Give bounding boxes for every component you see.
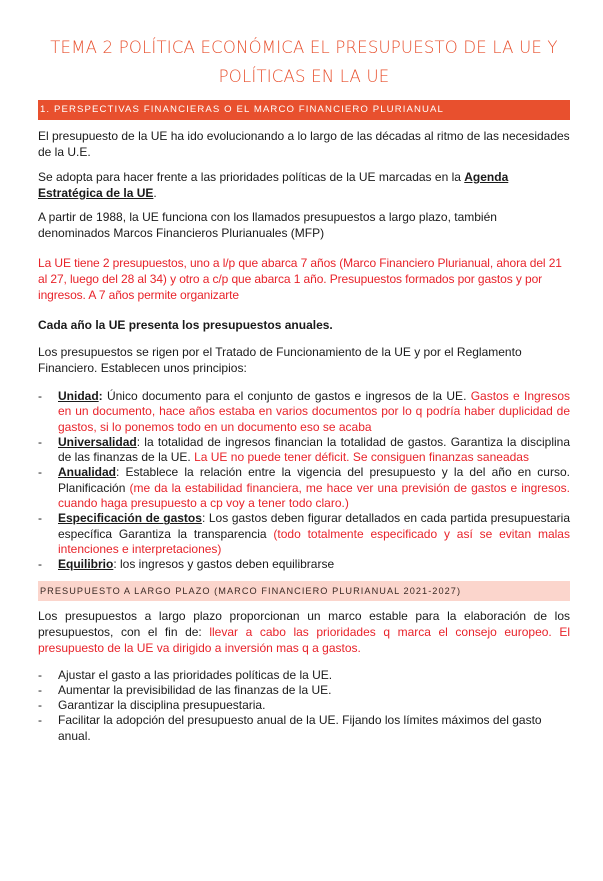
paragraph-agenda-end: .	[153, 186, 157, 200]
section-heading-mfp: 1. PERSPECTIVAS FINANCIERAS O EL MARCO FINANCIERO PLURIANUAL	[38, 100, 570, 120]
section-heading-long-term-budget: PRESUPUESTO A LARGO PLAZO (MARCO FINANCIERO PLURIANUAL 2021-2027)	[38, 581, 570, 601]
principle-term: Anualidad	[58, 465, 117, 480]
list-item	[38, 557, 570, 572]
principle-text: : Establece la relación entre la vigencia del presupuesto y la del año en curso. Planificación	[58, 465, 570, 495]
principle-note: Gastos e Ingresos en un documento, hace años estaba en varios documentos por lo q podría haber duplicidad de gastos, si lo ponemos todo en un documento eso se acaba	[58, 389, 571, 434]
principle-term: Especificación de gastos	[58, 511, 202, 526]
principle-colon: :	[98, 389, 103, 403]
principle-note: La UE no puede tener déficit. Se consiguen finanzas saneadas	[194, 450, 529, 465]
principle-term: Equilibrio	[58, 557, 114, 572]
principle-text: : los ingresos y gastos deben equilibrarse	[113, 557, 335, 572]
objectives-list	[38, 668, 570, 744]
principle-note: (todo totalmente especificado y así se evitan malas intenciones e interpretaciones)	[58, 526, 570, 556]
paragraph-long-term-note: llevar a cabo las prioridades q marca el consejo europeo. El presupuesto de la UE va dirigido a inversión mas q a gastos.	[38, 624, 570, 655]
list-item	[38, 465, 570, 511]
list-item: - Ajustar el gasto a las prioridades políticas de la UE.	[38, 668, 570, 683]
paragraph-agenda-text: Se adopta para hacer frente a las prioridades políticas de la UE marcadas en la	[38, 170, 465, 184]
principle-text: : la totalidad de ingresos financian la totalidad de gastos. Garantiza la disciplina de las finanzas de la UE.	[58, 434, 570, 465]
list-item	[38, 389, 570, 435]
list-item	[38, 435, 570, 466]
paragraph-long-term-text: Los presupuestos a largo plazo proporcionan un marco estable para la elaboración de los presupuestos, con el fin de:	[38, 608, 570, 639]
paragraph-agenda	[38, 169, 570, 201]
principle-text: Único documento para el conjunto de gastos e ingresos de la UE.	[102, 389, 471, 403]
list-item: - Facilitar la adopción del presupuesto anual de la UE. Fijando los límites máximos del gasto anual.	[38, 713, 570, 744]
principles-list	[38, 389, 570, 573]
list-item: - Garantizar la disciplina presupuestaria.	[38, 698, 570, 713]
paragraph-annual-budgets: Cada año la UE presenta los presupuestos anuales.	[38, 318, 333, 332]
paragraph-regulation: Los presupuestos se rigen por el Tratado de Funcionamiento de la UE y por el Reglamento Financiero. Establecen unos principios:	[38, 345, 522, 375]
principle-term: Unidad	[58, 389, 99, 403]
paragraph-1988: A partir de 1988, la UE funciona con los llamados presupuestos a largo plazo, también denominados Marcos Financieros Plurianuales (MFP)	[38, 210, 497, 240]
paragraph-evolution: El presupuesto de la UE ha ido evolucionando a lo largo de las décadas al ritmo de las necesidades de la U.E.	[38, 129, 570, 159]
list-item	[38, 511, 570, 557]
list-item: - Aumentar la previsibilidad de las finanzas de la UE.	[38, 683, 570, 698]
agenda-estrategica-link[interactable]: Agenda Estratégica de la UE	[38, 170, 509, 200]
paragraph-long-term	[38, 608, 570, 656]
page-title: TEMA 2 POLÍTICA ECONÓMICA EL PRESUPUESTO DE LA UE Y POLÍTICAS EN LA UE	[50, 38, 558, 86]
document-page	[0, 33, 603, 881]
principle-text: : Los gastos deben figurar detallados en cada partida presupuestaria específica Garantiza la transparencia	[58, 511, 570, 541]
principle-note: (me da la estabilidad financiera, me hace ver una previsión de gastos e ingresos. cuando haga presupuesto a cp voy a tener todo claro.)	[58, 480, 570, 511]
paragraph-two-budgets: La UE tiene 2 presupuestos, uno a l/p que abarca 7 años (Marco Financiero Plurianual, ahora del 21 al 27, luego del 28 al 34) y otro a c/p que abarca 1 año. Presupuestos formados por gastos y por ingresos. A 7 años permite organizarte	[38, 256, 562, 302]
principle-term: Universalidad	[58, 434, 137, 449]
